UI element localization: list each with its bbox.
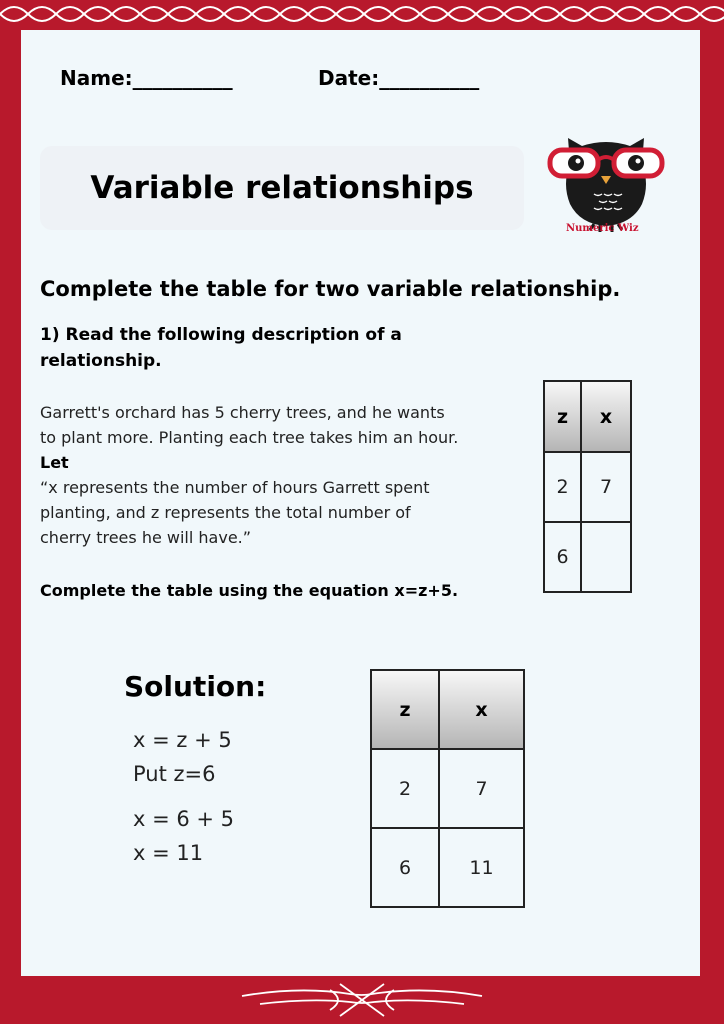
table-row — [371, 828, 524, 907]
column-header-x: x — [581, 381, 631, 452]
table-cell: 2 — [371, 749, 439, 828]
table-cell: 7 — [581, 452, 631, 522]
solution-step: x = 6 + 5 — [133, 807, 235, 831]
title-banner — [40, 146, 524, 230]
table-cell: 7 — [439, 749, 524, 828]
table-cell: 11 — [439, 828, 524, 907]
solution-heading: Solution: — [124, 670, 267, 703]
worksheet-instruction: Complete the table for two variable relationship. — [40, 277, 621, 301]
description-line: planting, and z represents the total number of — [40, 503, 411, 522]
column-header-z: z — [544, 381, 581, 452]
description-line: cherry trees he will have.” — [40, 528, 252, 547]
table-header-row — [371, 670, 524, 749]
description-line: to plant more. Planting each tree takes him an hour. — [40, 428, 459, 447]
table-cell: 6 — [544, 522, 581, 592]
table-row — [371, 749, 524, 828]
table-row — [544, 522, 631, 592]
equation-instruction: Complete the table using the equation x=z+5. — [40, 581, 459, 600]
problem-table — [543, 380, 632, 593]
description-line: Garrett's orchard has 5 cherry trees, and he wants — [40, 403, 445, 422]
solution-table — [370, 669, 525, 908]
page-title: Variable relationships — [90, 170, 474, 206]
owl-with-glasses-icon — [546, 124, 666, 236]
solution-step: x = 11 — [133, 841, 204, 865]
table-header-row — [544, 381, 631, 452]
table-cell: 2 — [544, 452, 581, 522]
problem-description — [40, 400, 520, 550]
column-header-x: x — [439, 670, 524, 749]
solution-step: Put z=6 — [133, 762, 216, 786]
table-cell: 6 — [371, 828, 439, 907]
let-label: Let — [40, 453, 69, 472]
description-line: “x represents the number of hours Garrett spent — [40, 478, 430, 497]
column-header-z: z — [371, 670, 439, 749]
bottom-ornament — [0, 976, 724, 1024]
solution-step: x = z + 5 — [133, 728, 232, 752]
name-field-label: Name:__________ — [60, 66, 233, 90]
answer-blank-cell[interactable] — [581, 522, 631, 592]
question-prompt: 1) Read the following description of a relationship. — [40, 325, 402, 371]
table-row — [544, 452, 631, 522]
brand-logo-text: Numeric Wiz — [566, 223, 639, 234]
date-field-label: Date:__________ — [318, 66, 480, 90]
